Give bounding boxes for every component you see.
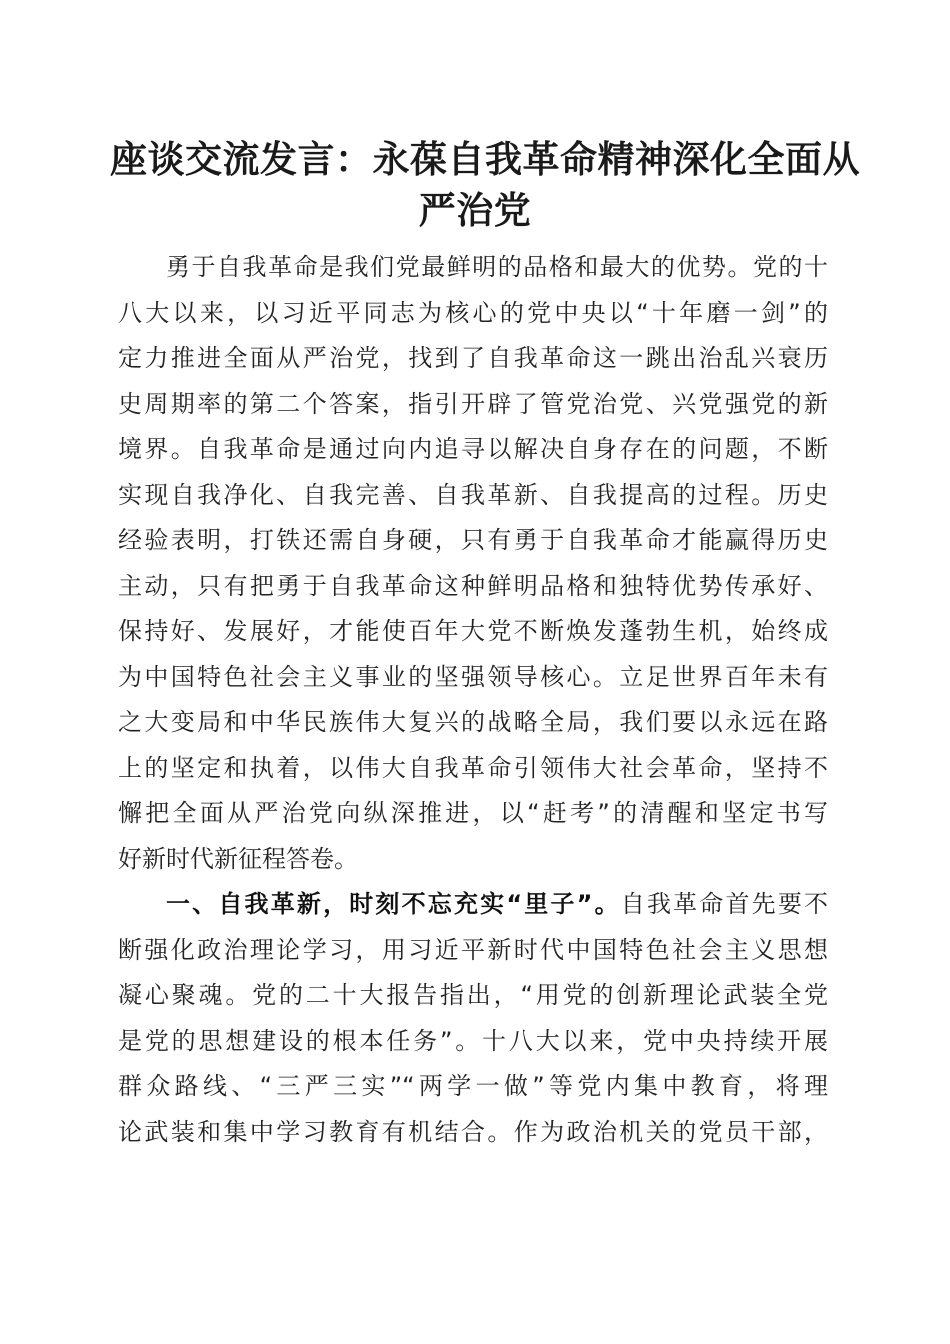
paragraph-line: 好新时代新征程答卷。 xyxy=(118,844,358,873)
paragraph-line: 勇于自我革命是我们党最鲜明的品格和最大的优势。党的十 xyxy=(166,253,828,281)
section-1-first-line xyxy=(118,882,828,928)
paragraph-line: 八大以来，以习近平同志为核心的党中央以“十年磨一剑”的 xyxy=(118,298,828,327)
title-line-1: 座谈交流发言：永葆自我革命精神深化全面从 xyxy=(110,137,860,181)
document-title xyxy=(110,134,860,236)
paragraph-line: 群众路线、“三严三实”“两学一做”等党内集中教育，将理 xyxy=(118,1072,828,1100)
paragraph-line: 上的坚定和执着，以伟大自我革命引领伟大社会革命，坚持不 xyxy=(118,753,828,782)
paragraph-line: 断强化政治理论学习，用习近平新时代中国特色社会主义思想 xyxy=(118,935,828,964)
paragraph-line: 为中国特色社会主义事业的坚强领导核心。立足世界百年未有 xyxy=(118,662,828,691)
paragraph-line: 史周期率的第二个答案，指引开辟了管党治党、兴党强党的新 xyxy=(118,389,828,418)
document-body xyxy=(118,245,828,1155)
paragraph-line: 经验表明，打铁还需自身硬，只有勇于自我革命才能赢得历史 xyxy=(118,526,828,554)
paragraph-line: 实现自我净化、自我完善、自我革新、自我提高的过程。历史 xyxy=(118,480,828,509)
title-line-2: 严治党 xyxy=(418,188,532,232)
section-1-first-line-rest: 自我革命首先要不 xyxy=(620,890,829,918)
section-1 xyxy=(118,882,828,1155)
paragraph-line: 定力推进全面从严治党，找到了自我革命这一跳出治乱兴衰历 xyxy=(118,344,828,372)
paragraph-line: 凝心聚魂。党的二十大报告指出，“用党的创新理论武装全党 xyxy=(118,981,828,1009)
paragraph-line: 保持好、发展好，才能使百年大党不断焕发蓬勃生机，始终成 xyxy=(118,617,828,645)
paragraph-line: 是党的思想建设的根本任务”。十八大以来，党中央持续开展 xyxy=(118,1026,828,1055)
paragraph-line: 论武装和集中学习教育有机结合。作为政治机关的党员干部， xyxy=(118,1117,828,1146)
paragraph-line: 主动，只有把勇于自我革命这种鲜明品格和独特优势传承好、 xyxy=(118,571,828,600)
paragraph-line: 境界。自我革命是通过向内追寻以解决自身存在的问题，不断 xyxy=(118,435,828,463)
paragraph-line: 懈把全面从严治党向纵深推进，以“赶考”的清醒和坚定书写 xyxy=(118,799,828,827)
paragraph-intro xyxy=(118,245,828,882)
section-1-heading: 一、自我革新，时刻不忘充实“里子”。 xyxy=(166,890,621,918)
paragraph-line: 之大变局和中华民族伟大复兴的战略全局，我们要以永远在路 xyxy=(118,708,828,736)
